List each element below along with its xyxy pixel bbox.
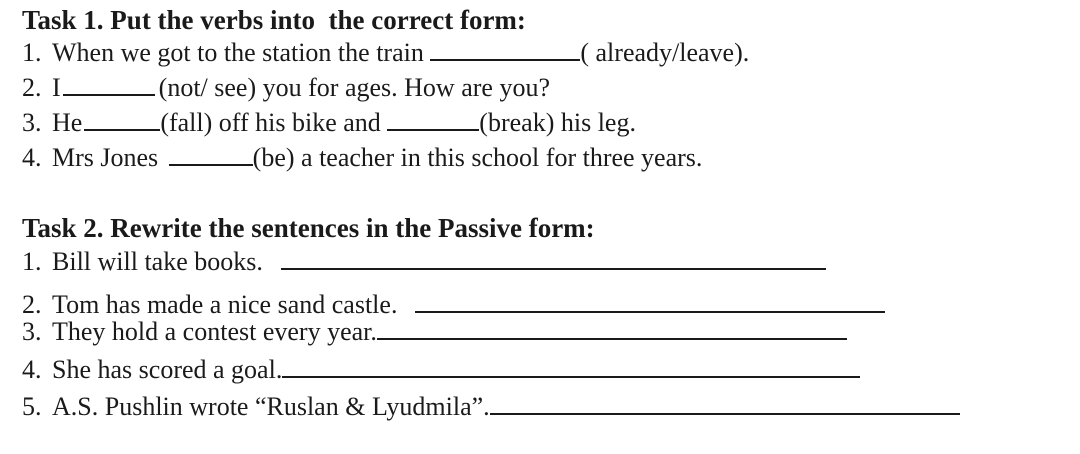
item-number: 4. bbox=[22, 143, 42, 172]
task1-heading: Task 1. Put the verbs into the correct form: bbox=[22, 5, 526, 35]
verb-hint: ( already/leave). bbox=[580, 38, 750, 67]
task1-item-3 bbox=[22, 107, 636, 139]
answer-line[interactable] bbox=[282, 350, 860, 378]
item-number: 3. bbox=[22, 108, 42, 137]
answer-blank[interactable] bbox=[430, 37, 580, 61]
sentence-text: They hold a contest every year. bbox=[52, 317, 377, 346]
answer-line[interactable] bbox=[377, 316, 847, 340]
answer-line[interactable] bbox=[281, 246, 826, 270]
sentence-text: (break) his leg. bbox=[479, 108, 636, 137]
sentence-text: Bill will take books. bbox=[52, 247, 263, 276]
task1-item-1 bbox=[22, 37, 749, 69]
answer-blank[interactable] bbox=[63, 72, 155, 96]
sentence-text: When we got to the station the train bbox=[52, 38, 431, 67]
task2-item-4 bbox=[22, 350, 860, 386]
item-number: 1. bbox=[22, 247, 42, 276]
item-number: 2. bbox=[22, 73, 42, 102]
item-number: 5. bbox=[22, 392, 42, 421]
item-number: 1. bbox=[22, 38, 42, 67]
sentence-text: (be) a teacher in this school for three years. bbox=[252, 143, 703, 172]
task2-heading: Task 2. Rewrite the sentences in the Passive form: bbox=[22, 213, 595, 243]
sentence-text: (fall) off his bike and bbox=[160, 108, 388, 137]
sentence-text: I bbox=[52, 73, 61, 102]
answer-blank[interactable] bbox=[84, 107, 160, 131]
task2-item-1 bbox=[22, 246, 826, 278]
task1-item-2 bbox=[22, 72, 550, 104]
item-number: 3. bbox=[22, 317, 42, 346]
sentence-text: She has scored a goal. bbox=[52, 355, 283, 384]
sentence-text: Mrs Jones bbox=[52, 143, 165, 172]
task2-item-5 bbox=[22, 385, 960, 423]
task1-item-4 bbox=[22, 142, 702, 174]
answer-blank[interactable] bbox=[169, 142, 253, 166]
sentence-text: Tom has made a nice sand castle. bbox=[52, 290, 398, 319]
item-number: 4. bbox=[22, 355, 42, 384]
sentence-text: He bbox=[52, 108, 83, 137]
sentence-text: A.S. Pushlin wrote “Ruslan & Lyudmila”. bbox=[52, 392, 490, 421]
task2-item-2 bbox=[22, 281, 885, 321]
item-number: 2. bbox=[22, 290, 42, 319]
task2-item-3 bbox=[22, 316, 847, 348]
answer-line[interactable] bbox=[415, 281, 885, 313]
sentence-text: (not/ see) you for ages. How are you? bbox=[158, 73, 550, 102]
answer-blank[interactable] bbox=[387, 107, 479, 131]
answer-line[interactable] bbox=[490, 385, 960, 415]
